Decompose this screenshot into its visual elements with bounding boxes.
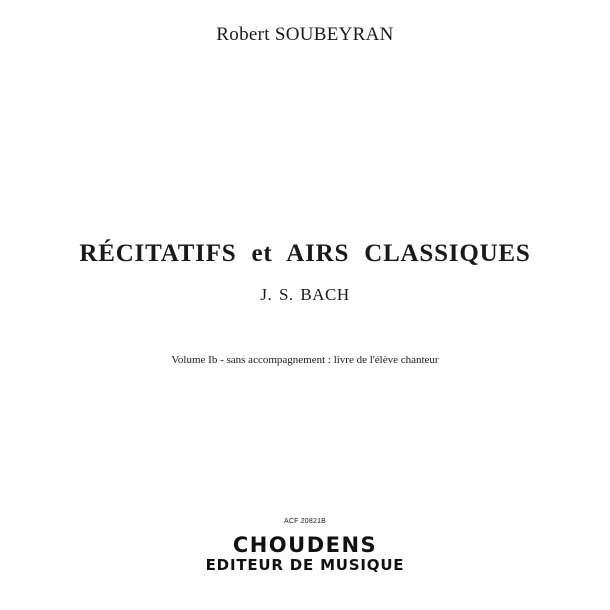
volume-description: Volume Ib - sans accompagnement : livre de l'élève chanteur — [171, 354, 439, 366]
composer-name: J. S. BACH — [260, 285, 350, 304]
publisher-name: CHOUDENS — [232, 533, 378, 557]
catalog-number: ACF 20821B — [283, 518, 327, 525]
publisher-logo — [0, 534, 610, 574]
author-name: Robert SOUBEYRAN — [216, 24, 394, 45]
publisher-tagline: EDITEUR DE MUSIQUE — [205, 556, 405, 574]
work-title: RÉCITATIFS et AIRS CLASSIQUES — [79, 240, 531, 267]
